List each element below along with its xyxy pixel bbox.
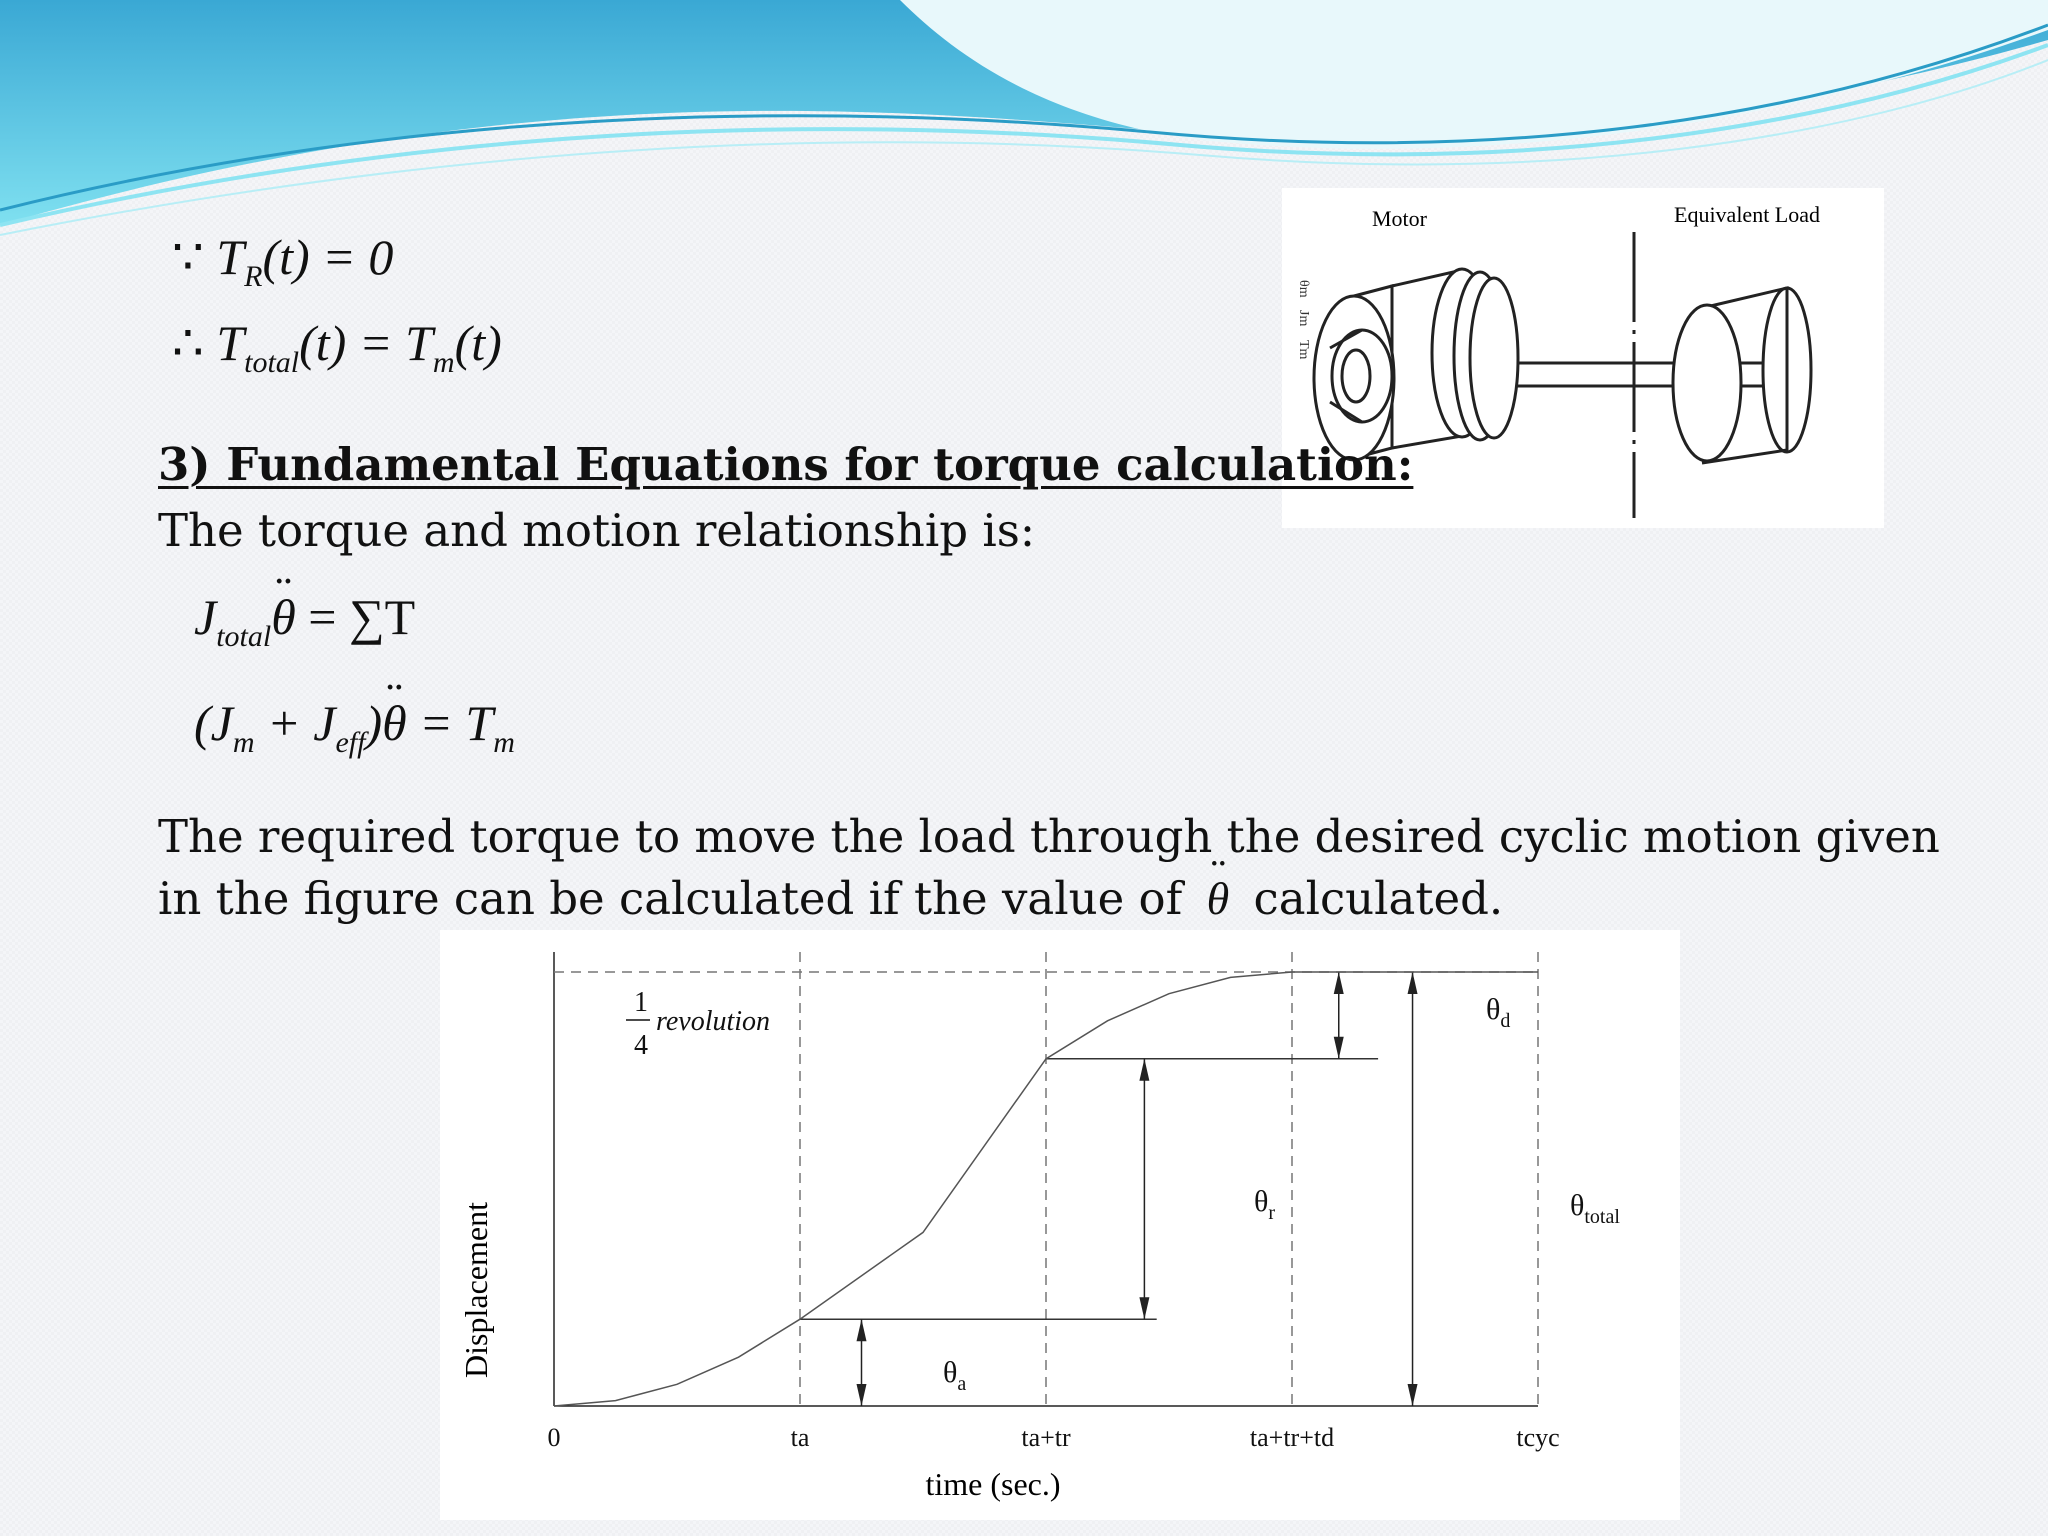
motor-label: Motor xyxy=(1372,206,1427,231)
x-tick-label: ta+tr+td xyxy=(1249,1423,1335,1452)
equation-part: + J xyxy=(254,695,336,751)
equation-part: ) xyxy=(365,695,383,751)
revolution-denominator: 4 xyxy=(634,1030,648,1061)
subscript: total xyxy=(216,620,272,653)
theta-ddot: ¨ θ xyxy=(271,588,296,646)
given-line-2 xyxy=(172,314,502,380)
inertia-symbol: J xyxy=(194,589,217,645)
subscript: m xyxy=(432,346,455,379)
equation-rest: (t) xyxy=(454,315,502,371)
subscript: eff xyxy=(335,726,366,759)
subscript: m xyxy=(493,726,515,759)
paragraph-text: in the figure can be calculated if the value of xyxy=(158,872,1183,925)
paragraph-line-2 xyxy=(158,868,1503,929)
given-line-1 xyxy=(172,228,393,294)
x-tick-label: 0 xyxy=(547,1423,561,1452)
equation-rhs: = ∑T xyxy=(308,589,416,645)
subscript: total xyxy=(244,346,300,379)
theta-ddot: ¨ θ xyxy=(1207,868,1230,929)
section-heading: 3) Fundamental Equations for torque calculation: xyxy=(158,438,1414,491)
equivalent-load-label: Equivalent Load xyxy=(1674,202,1821,227)
equation-1 xyxy=(194,588,415,654)
theta-a-label: $\theta_a$ xyxy=(943,1356,967,1395)
theta-ddot: ¨ θ xyxy=(382,694,407,752)
theta-r-label: $\theta_r$ xyxy=(1254,1185,1276,1224)
side-label-theta: θm xyxy=(1296,280,1311,298)
paragraph-line-1: The required torque to move the load through the desired cyclic motion given xyxy=(158,810,1940,863)
revolution-numerator: 1 xyxy=(634,987,648,1018)
side-label-j: Jm xyxy=(1296,310,1311,327)
because-symbol: ∵ xyxy=(172,229,204,285)
theta-d-label: $\theta_d$ xyxy=(1486,993,1511,1032)
x-tick-label: ta+tr xyxy=(1021,1423,1071,1452)
theta-total-label: $\theta_{total}$ xyxy=(1570,1189,1620,1228)
torque-symbol: T xyxy=(216,315,245,371)
x-tick-label: ta xyxy=(790,1423,810,1452)
equation-mid: (t) = T xyxy=(299,315,433,371)
revolution-label: revolution xyxy=(656,1006,771,1037)
equation-part: (J xyxy=(194,695,233,751)
equation-rest: (t) = 0 xyxy=(262,229,394,285)
equation-2 xyxy=(194,694,515,760)
torque-symbol: T xyxy=(216,229,245,285)
x-axis-label: time (sec.) xyxy=(925,1466,1061,1502)
displacement-time-chart xyxy=(440,930,1680,1520)
equation-part: = T xyxy=(406,695,494,751)
paragraph-text: calculated. xyxy=(1253,872,1504,925)
subscript: R xyxy=(244,260,263,293)
x-tick-label: tcyc xyxy=(1516,1423,1560,1452)
subscript: m xyxy=(232,726,255,759)
section-intro: The torque and motion relationship is: xyxy=(158,504,1036,557)
side-label-t: Tm xyxy=(1296,340,1311,360)
y-axis-label: Displacement xyxy=(458,1202,494,1378)
therefore-symbol: ∴ xyxy=(172,315,204,371)
